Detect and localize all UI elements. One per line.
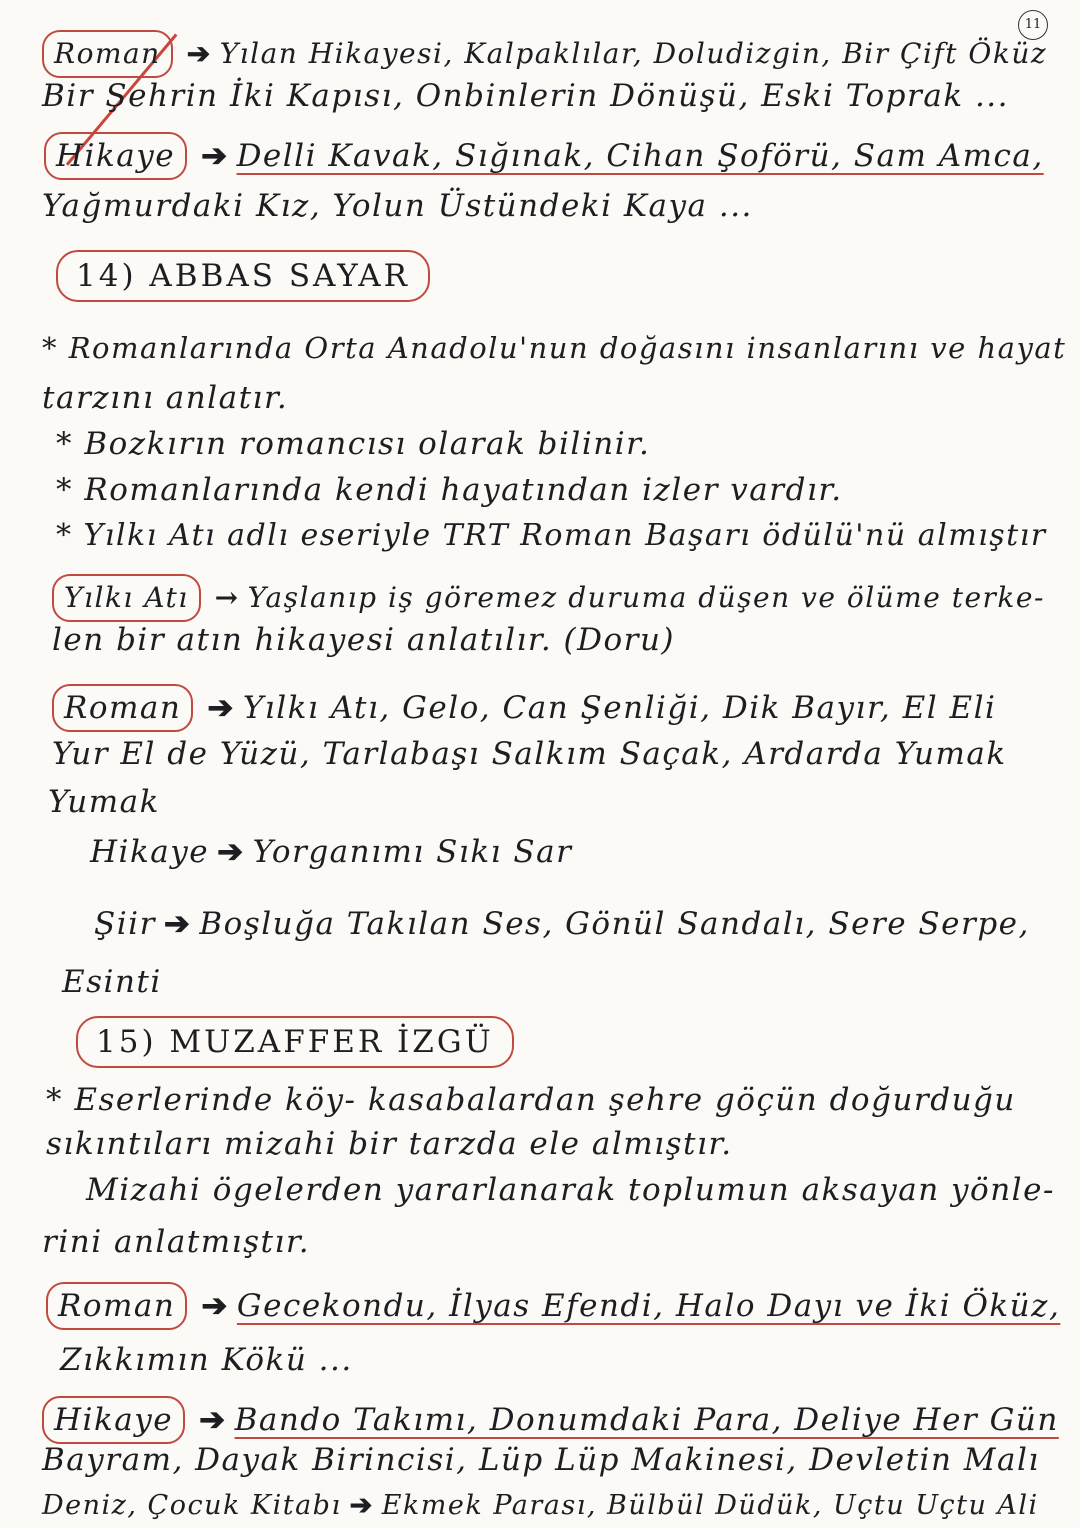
arrow-icon: ➔ xyxy=(217,834,245,870)
line-4: Yağmurdaki Kız, Yolun Üstündeki Kaya ... xyxy=(42,188,753,224)
arrow-icon: ➔ xyxy=(199,1402,227,1438)
abbas-line-2: * Bozkırın romancısı olarak bilinir. xyxy=(56,426,651,462)
muzaffer-line-2: Mizahi ögelerden yararlanarak toplumun aksayan yönle- xyxy=(86,1172,1055,1208)
muzaffer-hikaye-text-4: Ekmek Parası, Bülbül Düdük, Uçtu Uçtu Ali xyxy=(381,1490,1039,1521)
label-hikaye-2: Hikaye xyxy=(90,834,210,870)
abbas-line-3: * Romanlarında kendi hayatından izler vardır. xyxy=(56,472,843,508)
roman-line xyxy=(52,684,996,732)
roman-line-3: Yumak xyxy=(48,784,160,820)
siir-line xyxy=(94,904,1030,944)
muzaffer-line-1b: sıkıntıları mizahi bir tarzda ele almıştır. xyxy=(46,1126,733,1162)
muzaffer-roman-line xyxy=(46,1282,1060,1330)
muzaffer-hikaye-line-2: Bayram, Dayak Birincisi, Lüp Lüp Makinesi, Devletin Malı xyxy=(42,1442,1040,1478)
line-2: Bir Şehrin İki Kapısı, Onbinlerin Dönüşü, Eski Toprak ... xyxy=(42,78,1010,114)
line-3 xyxy=(44,132,1044,180)
arrow-icon: ➔ xyxy=(207,690,235,726)
heading-muzaffer-izgu: 15) MUZAFFER İZGÜ xyxy=(76,1016,514,1068)
arrow-icon: → xyxy=(214,581,240,614)
muzaffer-hikaye-line-3 xyxy=(42,1486,1039,1526)
muzaffer-hikaye-text-3: Deniz, Çocuk Kitabı xyxy=(42,1490,342,1521)
label-roman-3: Roman xyxy=(46,1282,187,1330)
arrow-icon: ➔ xyxy=(163,906,192,942)
yilki-line xyxy=(52,574,1045,622)
line-3-text: Delli Kavak, Sığınak, Cihan Şoförü, Sam Amca, xyxy=(236,138,1044,174)
roman-text: Yılkı Atı, Gelo, Can Şenliği, Dik Bayır, El Eli xyxy=(242,690,997,726)
line-1 xyxy=(42,30,1047,78)
hikaye-2-text: Yorganımı Sıkı Sar xyxy=(252,834,573,870)
abbas-line-1b: tarzını anlatır. xyxy=(42,380,289,416)
line-1-text: Yılan Hikayesi, Kalpaklılar, Doludizgin, Bir Çift Öküz xyxy=(219,37,1048,70)
abbas-line-4: * Yılkı Atı adlı eseriyle TRT Roman Başarı ödülü'nü almıştır xyxy=(56,518,1047,553)
muzaffer-hikaye-line xyxy=(42,1396,1059,1444)
muzaffer-line-2b: rini anlatmıştır. xyxy=(42,1224,311,1260)
muzaffer-line-1: * Eserlerinde köy- kasabalardan şehre göçün doğurduğu xyxy=(46,1082,1016,1118)
label-hikaye-3: Hikaye xyxy=(42,1396,185,1444)
roman-line-2: Yur El de Yüzü, Tarlabaşı Salkım Saçak, Ardarda Yumak xyxy=(52,736,1007,772)
yilki-line-2: len bir atın hikayesi anlatılır. (Doru) xyxy=(52,622,676,658)
label-siir: Şiir xyxy=(94,906,156,942)
muzaffer-roman-text: Gecekondu, İlyas Efendi, Halo Dayı ve İki Öküz, xyxy=(236,1288,1061,1324)
arrow-icon: ➔ xyxy=(201,1288,229,1324)
yilki-text: Yaşlanıp iş göremez duruma düşen ve ölüme terke- xyxy=(247,581,1045,614)
heading-abbas-sayar: 14) ABBAS SAYAR xyxy=(56,250,430,302)
label-roman: Roman xyxy=(42,30,173,78)
arrow-icon: ➔ xyxy=(349,1490,374,1521)
label-roman-2: Roman xyxy=(52,684,193,732)
label-hikaye: Hikaye xyxy=(44,132,187,180)
label-yilki-ati: Yılkı Atı xyxy=(52,574,201,622)
arrow-icon: ➔ xyxy=(201,138,229,174)
page-number: 11 xyxy=(1018,10,1048,40)
siir-text: Boşluğa Takılan Ses, Gönül Sandalı, Sere Serpe, xyxy=(199,906,1030,942)
hikaye-line-2 xyxy=(90,832,572,872)
abbas-line-1: * Romanlarında Orta Anadolu'nun doğasını insanlarını ve hayat xyxy=(42,331,1067,365)
muzaffer-hikaye-text: Bando Takımı, Donumdaki Para, Deliye Her Gün xyxy=(234,1402,1059,1438)
siir-line-2: Esinti xyxy=(62,964,162,1000)
muzaffer-roman-line-2: Zıkkımın Kökü ... xyxy=(60,1342,353,1378)
arrow-icon: ➔ xyxy=(186,37,212,70)
